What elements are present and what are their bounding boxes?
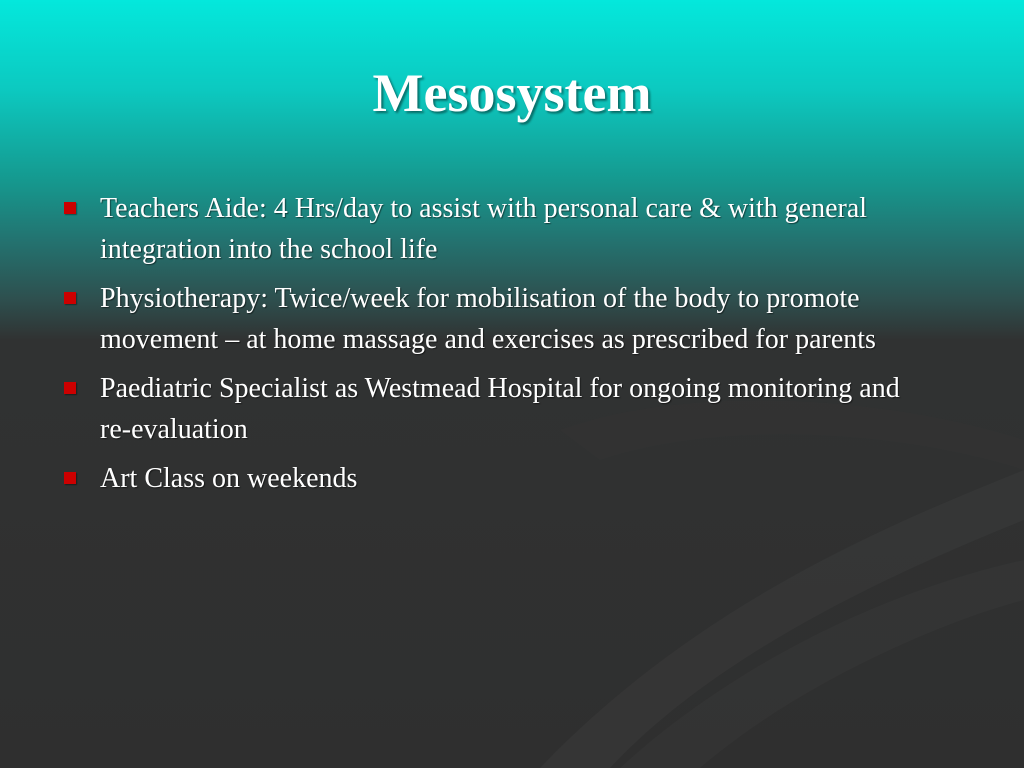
bullet-item (64, 458, 924, 499)
bullet-list (64, 188, 924, 507)
bullet-text: Teachers Aide: 4 Hrs/day to assist with personal care & with general integration into the school life (100, 193, 868, 265)
bullet-item (64, 278, 924, 360)
bullet-text: Physiotherapy: Twice/week for mobilisation of the body to promote movement – at home massage and exercises as prescribed for parents (100, 283, 876, 355)
bullet-item (64, 368, 924, 450)
bullet-text: Art Class on weekends (100, 463, 358, 494)
square-bullet-icon (64, 292, 76, 304)
square-bullet-icon (64, 472, 76, 484)
square-bullet-icon (64, 202, 76, 214)
slide-title: Mesosystem (372, 63, 652, 123)
bullet-text: Paediatric Specialist as Westmead Hospital for ongoing monitoring and re-evaluation (100, 373, 900, 445)
square-bullet-icon (64, 382, 76, 394)
bullet-item (64, 188, 924, 270)
